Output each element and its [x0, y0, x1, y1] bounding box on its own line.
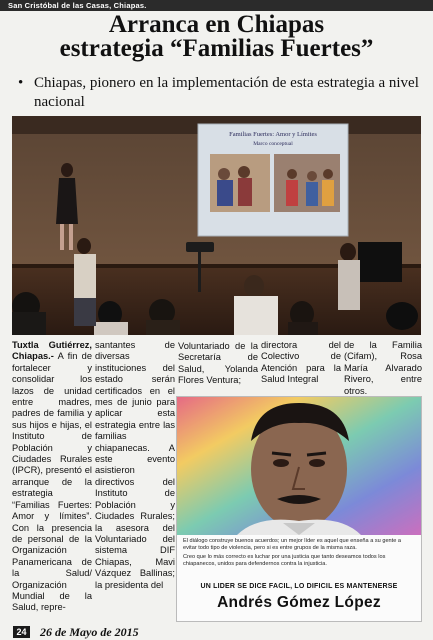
event-photo-illustration [12, 116, 421, 335]
page-footer [0, 624, 433, 640]
slide-subtitle: Marco conceptual [253, 141, 293, 147]
headline [8, 13, 425, 61]
ad-quote-2: Creo que lo más correcto es luchar por una justicia que tanto deseamos todos los chiapanecos, unidos para defendernos contra la injusticia. [183, 554, 386, 567]
bullet-icon: • [18, 75, 24, 91]
issue-date: 26 de Mayo de 2015 [40, 625, 139, 639]
headline-line-2: estrategia “Familias Fuertes” [59, 35, 374, 62]
ad-quote-1: El diálogo construye buenos acuerdos; un mejor líder es aquel que enseña a su gente a evitar todo tipo de violencia, pero si es entre grupos de la misma raza. [183, 538, 401, 551]
political-ad [176, 396, 422, 622]
event-photo [12, 116, 421, 335]
slide-title: Familias Fuertes: Amor y Límites [229, 131, 317, 138]
page-number: 24 [13, 626, 30, 638]
location-text: San Cristóbal de las Casas, Chiapas. [8, 1, 147, 10]
article-column-1 [12, 340, 92, 614]
headline-line-1: Arranca en Chiapas [108, 11, 325, 38]
article-text-4: directora del Colectivo de Atención para la Salud Integral [261, 340, 341, 385]
ad-slogan: UN LIDER SE DICE FACIL, LO DIFICIL ES MANTENERSE [200, 583, 398, 590]
article-text-2: santantes de diversas instituciones del estado serán certificados en el mes de junio para aplicar esta estrategia entre las familias chiapanecas. A este evento asistieron directivos del Instituto de Población y Ciudades Rurales; la asesora del Voluntariado del sistema DIF Chiapas, Mavi Vázquez Ballinas; la presidenta del [95, 340, 175, 590]
article-text-1: A fin de fortalecer y consolidar los lazos de unidad entre madres, padres de familia y sus hijos e hijas, el Instituto de Población y Ciudades Rurales (IPCR), presentó el arranque de la estrategia “Familias Fuertes: Amor y límites”. Con la presencia de personal de la Organización Panamericana de la Salud/ Organización Mundial de la Salud, repre- [12, 351, 92, 613]
candidate-portrait [177, 397, 421, 535]
location-strip [0, 0, 433, 11]
article-column-2 [95, 340, 175, 591]
article-column-5 [344, 340, 422, 397]
article-text-3: Voluntariado de la Secretaría de Salud, Yolanda Flores Ventura; [178, 341, 258, 386]
article-column-3 [178, 341, 258, 387]
dateline: Tuxtla Gutiérrez, Chiapas.- [12, 340, 92, 362]
deck-text: Chiapas, pionero en la implementación de esta estrategia a nivel nacional [34, 75, 419, 110]
deck [18, 74, 423, 112]
article-column-4 [261, 340, 341, 386]
ad-quote [183, 538, 415, 570]
candidate-name: Andrés Gómez López [217, 594, 381, 611]
article-text-5: de la Familia (Cifam), Rosa María Alvarado Rivero, entre otros. [344, 340, 422, 396]
